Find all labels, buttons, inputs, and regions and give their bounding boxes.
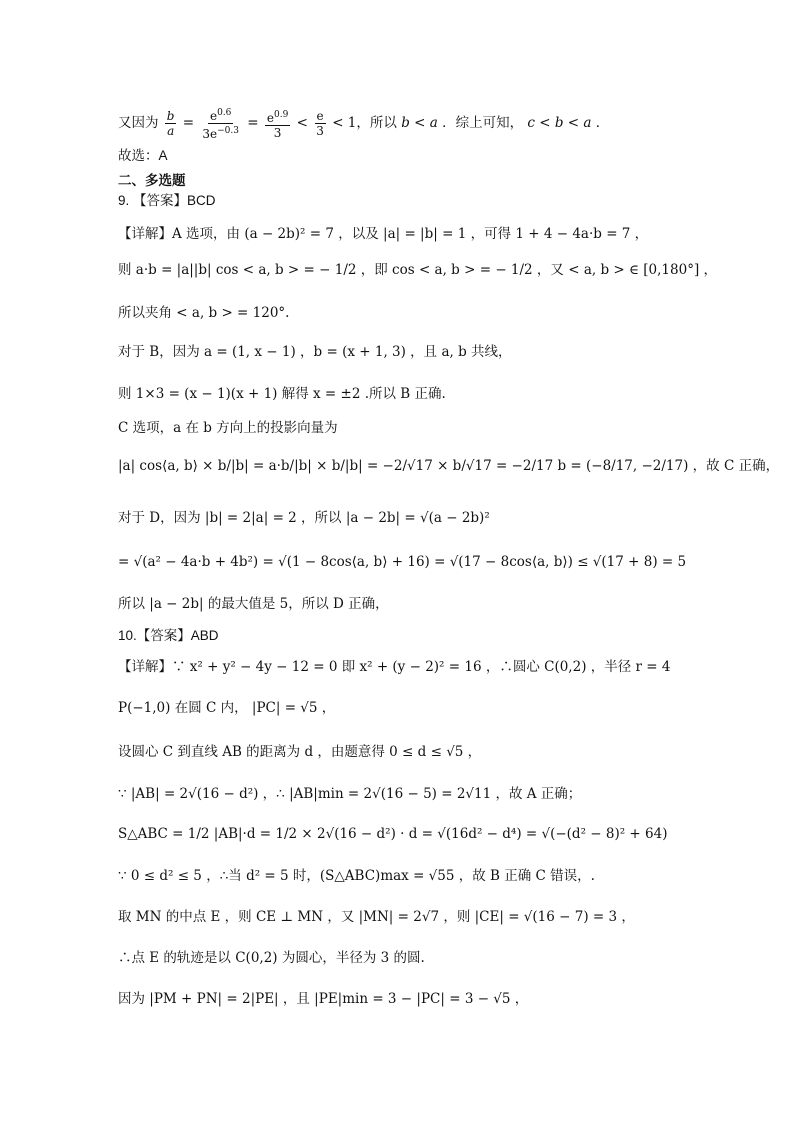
q9-line-5: 则 1×3 = (x − 1)(x + 1) 解得 x = ±2 .所以 B 正确. bbox=[118, 386, 446, 402]
q10-line-8: ∴点 E 的轨迹是以 C(0,2) 为圆心，半径为 3 的圆. bbox=[118, 950, 425, 966]
text-so: < 1，所以 bbox=[332, 115, 397, 131]
q10-line-6: ∵ 0 ≤ d² ≤ 5 ，∴当 d² = 5 时，(S△ABC)max = √55 ，故 B 正确 C 错误，. bbox=[118, 868, 595, 884]
math-b-lt-a: b < a bbox=[401, 115, 438, 131]
equals-sign: = bbox=[247, 115, 259, 131]
fraction-denominator: 3 bbox=[316, 124, 324, 138]
text-period: ． bbox=[595, 115, 610, 131]
q10-line-4: ∵ |AB| = 2√(16 − d²) ，∴ |AB|min = 2√(16 − 5) = 2√11 ，故 A 正确； bbox=[118, 786, 582, 802]
q9-line-10: 所以 |a − 2b| 的最大值是 5，所以 D 正确， bbox=[118, 596, 389, 612]
answer-choice-line: 故选：A bbox=[118, 148, 168, 163]
fraction-e-over-3 bbox=[314, 109, 326, 138]
q10-answer: 10.【答案】ABD bbox=[118, 628, 219, 643]
q9-line-2: 则 a·b = |a||b| cos < a, b > = − 1/2 ，即 cos < a, b > = − 1/2 ，又 < a, b > ∈ [0,180°] ， bbox=[118, 262, 718, 278]
fraction-numerator: e bbox=[316, 109, 324, 123]
q9-line-9: = √(a² − 4a·b + 4b²) = √(1 − 8cos⟨a, b⟩ + 16) = √(17 − 8cos⟨a, b⟩) ≤ √(17 + 8) = 5 bbox=[118, 554, 687, 570]
fraction-denominator: a bbox=[167, 124, 175, 138]
math-c-lt-b-lt-a: c < b < a bbox=[527, 115, 592, 131]
fraction-numerator: $e^{0.9}$ bbox=[266, 109, 289, 125]
q10-line-1: 【详解】∵ x² + y² − 4y − 12 = 0 即 x² + (y − 2)² = 16 ，∴圆心 C(0,2) ，半径 r = 4 bbox=[118, 659, 671, 675]
text-summary: ．综上可知， bbox=[442, 115, 524, 131]
q9-line-1: 【详解】A 选项，由 (a − 2b)² = 7 ，以及 |a| = |b| = 1 ，可得 1 + 4 − 4a·b = 7 ， bbox=[118, 226, 649, 242]
fraction-numerator: $e^{0.6}$ bbox=[209, 108, 232, 123]
q10-line-5: S△ABC = 1/2 |AB|·d = 1/2 × 2√(16 − d²) · d = √(16d² − d⁴) = √(−(d² − 8)² + 64) bbox=[118, 826, 668, 842]
q9-line-8: 对于 D，因为 |b| = 2|a| = 2 ，所以 |a − 2b| = √(a − 2b)² bbox=[118, 510, 490, 526]
q9-line-3: 所以夹角 < a, b > = 120°. bbox=[118, 305, 290, 321]
fraction-b-over-a bbox=[165, 109, 177, 138]
fraction-e09-over-3 bbox=[265, 108, 290, 140]
q10-line-9: 因为 |PM + PN| = 2|PE| ，且 |PE|min = 3 − |PC| = 3 − √5 ， bbox=[118, 991, 529, 1007]
fraction-e-over-3e bbox=[200, 106, 241, 141]
equals-sign: = bbox=[182, 115, 195, 131]
q9-line-4: 对于 B，因为 a = (1, x − 1) ，b = (x + 1, 3) ，且 a, b 共线， bbox=[118, 344, 512, 360]
line-conclusion bbox=[118, 106, 609, 141]
q9-line-6: C 选项，a 在 b 方向上的投影向量为 bbox=[118, 420, 338, 436]
fraction-denominator: 3 bbox=[273, 125, 282, 140]
q10-line-2: P(−1,0) 在圆 C 内， |PC| = √5 ， bbox=[118, 700, 336, 716]
fraction-numerator: b bbox=[166, 109, 175, 123]
q9-line-7: |a| cos⟨a, b⟩ × b/|b| = a·b/|b| × b/|b| = −2/√17 × b/√17 = −2/17 b = (−8/17, −2/17) ，故 C 正确， bbox=[118, 458, 780, 474]
less-than: < bbox=[296, 115, 308, 131]
q10-line-7: 取 MN 的中点 E ，则 CE ⊥ MN ，又 |MN| = 2√7 ，则 |CE| = √(16 − 7) = 3 ， bbox=[118, 909, 635, 925]
fraction-denominator: $3e^{-0.3}$ bbox=[202, 126, 239, 141]
q10-line-3: 设圆心 C 到直线 AB 的距离为 d ，由题意得 0 ≤ d ≤ √5 ， bbox=[118, 744, 482, 760]
q9-answer: 9. 【答案】BCD bbox=[118, 193, 216, 208]
section-heading: 二、多选题 bbox=[118, 173, 186, 189]
text-intro: 又因为 bbox=[118, 115, 159, 131]
